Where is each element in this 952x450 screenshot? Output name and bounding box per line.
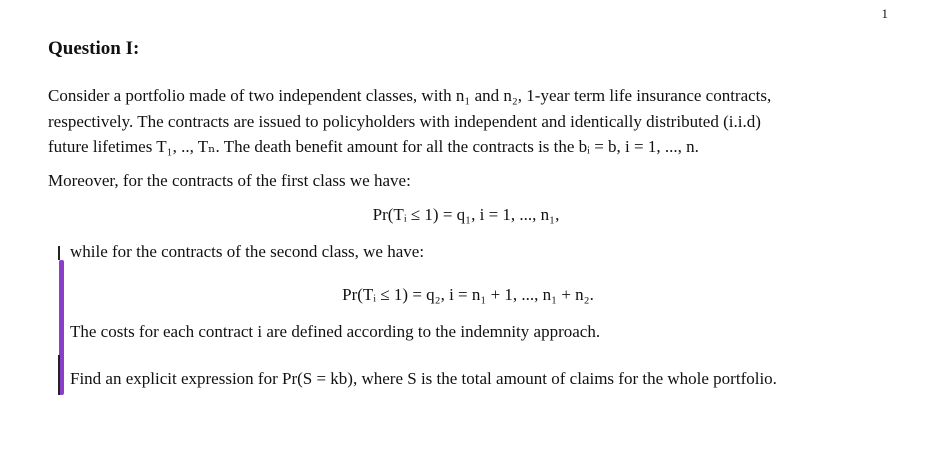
margin-line xyxy=(58,355,60,395)
paragraph-task: Find an explicit expression for Pr(S = kb), where S is the total amount of claims for the whole portfolio. xyxy=(70,369,777,388)
paragraph-intro xyxy=(48,83,908,160)
margin-line xyxy=(58,246,60,260)
paragraph-second-class: while for the contracts of the second class, we have: xyxy=(70,242,425,261)
page-number: 1 xyxy=(881,6,888,21)
paragraph-intro-line: respectively. The contracts are issued to policyholders with independent and identically distributed (i.i.d) xyxy=(48,111,761,131)
question-title: Question I: xyxy=(48,38,140,59)
equation-second-class: Pr(Tᵢ ≤ 1) = q₂, i = n₁ + 1, ..., n₁ + n₂. xyxy=(342,285,594,304)
paragraph-intro-line: Consider a portfolio made of two independent classes, with n₁ and n₂, 1-year term life insurance contracts, xyxy=(48,86,772,105)
paragraph-costs: The costs for each contract i are defined according to the indemnity approach. xyxy=(70,322,601,341)
equation-first-class: Pr(Tᵢ ≤ 1) = q₁, i = 1, ..., n₁, xyxy=(372,205,560,224)
paragraph-first-class: Moreover, for the contracts of the first class we have: xyxy=(48,171,411,190)
paragraph-intro-line: future lifetimes T₁, .., Tₙ. The death benefit amount for all the contracts is the bᵢ = b, i = 1, ..., n. xyxy=(48,137,699,156)
